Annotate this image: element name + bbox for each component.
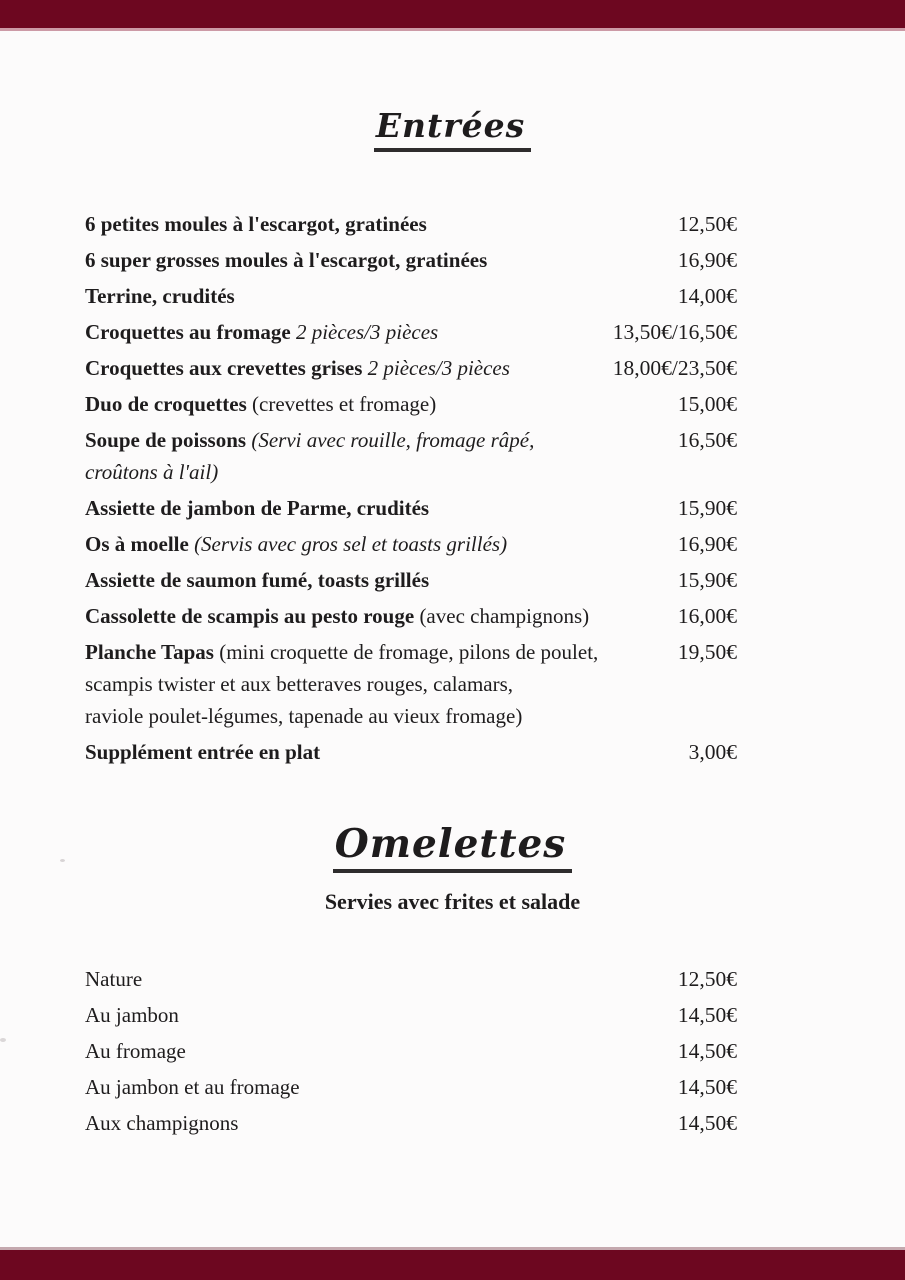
item-price: 3,00€	[688, 740, 737, 764]
item-name: Au jambon et au fromage	[85, 1075, 300, 1099]
menu-item-row	[85, 244, 737, 276]
item-name: Au jambon	[85, 1003, 179, 1027]
menu-item-row	[85, 736, 737, 768]
item-text	[85, 352, 613, 384]
menu-item-row	[85, 492, 737, 524]
entrees-title: Entrées	[374, 105, 531, 152]
item-description-line3: raviole poulet-légumes, tapenade au vieux fromage)	[85, 704, 523, 728]
item-description: (avec champignons)	[419, 604, 590, 628]
item-text	[85, 492, 678, 524]
item-name: Cassolette de scampis au pesto rouge	[85, 604, 415, 628]
item-description-line2: croûtons à l'ail)	[85, 460, 219, 484]
item-price: 12,50€	[677, 212, 737, 236]
menu-item-row	[85, 208, 737, 240]
item-name: Aux champignons	[85, 1111, 239, 1135]
item-text	[85, 316, 613, 348]
omelettes-section-header	[0, 820, 905, 873]
item-name: Terrine, crudités	[85, 284, 235, 308]
item-text	[85, 528, 678, 560]
item-text	[85, 999, 678, 1031]
item-name: 6 super grosses moules à l'escargot, gratinées	[85, 248, 488, 272]
item-price: 15,90€	[677, 568, 737, 592]
entrees-section-header	[0, 105, 905, 152]
item-price: 16,90€	[677, 532, 737, 556]
item-name: Soupe de poissons	[85, 428, 247, 452]
omelettes-title: Omelettes	[333, 820, 572, 873]
menu-item-row	[85, 280, 737, 312]
top-border-band	[0, 0, 905, 31]
bottom-border-band	[0, 1247, 905, 1280]
item-name: Duo de croquettes	[85, 392, 247, 416]
menu-item-row	[85, 999, 737, 1031]
item-price: 15,00€	[677, 392, 737, 416]
item-name: Croquettes aux crevettes grises	[85, 356, 363, 380]
item-price: 16,00€	[677, 604, 737, 628]
menu-item-row	[85, 564, 737, 596]
scan-speck	[60, 859, 65, 862]
omelettes-subtitle: Servies avec frites et salade	[324, 889, 581, 914]
item-name: Croquettes au fromage	[85, 320, 291, 344]
item-text	[85, 244, 678, 276]
item-price: 18,00€/23,50€	[612, 356, 737, 380]
item-price: 16,50€	[677, 428, 737, 452]
item-price: 14,50€	[677, 1003, 737, 1027]
menu-page	[0, 31, 905, 1143]
item-name: Assiette de saumon fumé, toasts grillés	[85, 568, 430, 592]
item-price: 19,50€	[677, 640, 737, 664]
menu-item-row	[85, 600, 737, 632]
item-description: (Servi avec rouille, fromage râpé,	[251, 428, 535, 452]
item-price: 14,50€	[677, 1039, 737, 1063]
item-name: Os à moelle	[85, 532, 189, 556]
menu-item-row	[85, 1035, 737, 1067]
item-text	[85, 1107, 678, 1139]
item-text	[85, 600, 678, 632]
menu-item-row	[85, 424, 737, 488]
item-text	[85, 1071, 678, 1103]
item-price: 14,00€	[677, 284, 737, 308]
menu-item-row	[85, 963, 737, 995]
menu-item-row	[85, 1107, 737, 1139]
item-description: 2 pièces/3 pièces	[367, 356, 510, 380]
item-name: 6 petites moules à l'escargot, gratinées	[85, 212, 427, 236]
item-text	[85, 208, 678, 240]
item-price: 14,50€	[677, 1111, 737, 1135]
item-name: Supplément entrée en plat	[85, 740, 321, 764]
item-text	[85, 564, 678, 596]
menu-item-row	[85, 1071, 737, 1103]
bottom-border-fill	[0, 1250, 905, 1280]
item-text	[85, 424, 678, 488]
item-description: (Servis avec gros sel et toasts grillés)	[194, 532, 508, 556]
menu-item-row	[85, 388, 737, 420]
scan-speck	[0, 1038, 6, 1042]
item-text	[85, 280, 678, 312]
entrees-list	[85, 208, 737, 768]
item-text	[85, 963, 678, 995]
item-price: 14,50€	[677, 1075, 737, 1099]
item-price: 15,90€	[677, 496, 737, 520]
item-text	[85, 388, 678, 420]
item-name: Assiette de jambon de Parme, crudités	[85, 496, 430, 520]
item-price: 13,50€/16,50€	[612, 320, 737, 344]
item-name: Planche Tapas	[85, 640, 214, 664]
item-text	[85, 636, 678, 732]
menu-item-row	[85, 636, 737, 732]
item-price: 12,50€	[677, 967, 737, 991]
item-name: Nature	[85, 967, 143, 991]
item-price: 16,90€	[677, 248, 737, 272]
menu-item-row	[85, 352, 737, 384]
omelettes-list	[85, 963, 737, 1139]
item-description: (crevettes et fromage)	[252, 392, 437, 416]
item-name: Au fromage	[85, 1039, 186, 1063]
item-description: (mini croquette de fromage, pilons de poulet,	[219, 640, 599, 664]
menu-item-row	[85, 528, 737, 560]
item-description-line2: scampis twister et aux betteraves rouges, calamars,	[85, 672, 514, 696]
item-text	[85, 736, 689, 768]
top-border-fill	[0, 0, 905, 28]
item-text	[85, 1035, 678, 1067]
menu-item-row	[85, 316, 737, 348]
item-description: 2 pièces/3 pièces	[295, 320, 439, 344]
